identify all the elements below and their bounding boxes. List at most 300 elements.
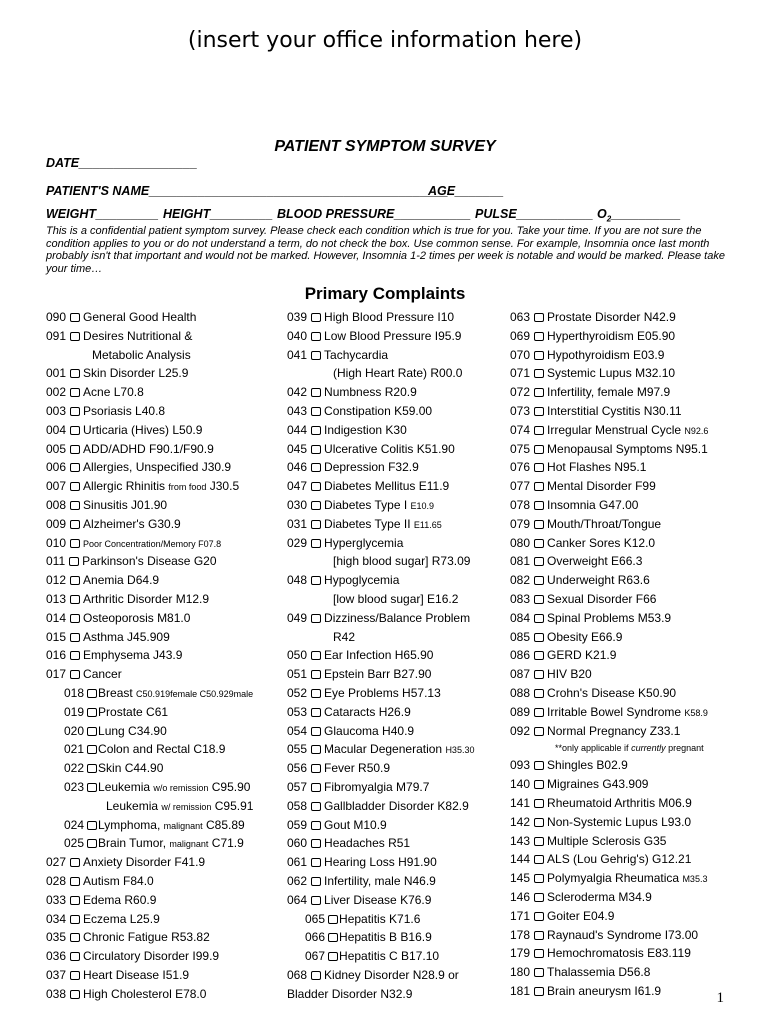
symptom-number: 060: [287, 836, 308, 851]
symptom-label: Edema R60.9: [83, 892, 157, 907]
symptom-checkbox[interactable]: [534, 968, 544, 977]
symptom-number: 020: [64, 723, 85, 738]
symptom-number: 146: [510, 889, 531, 904]
symptom-checkbox[interactable]: [70, 614, 80, 623]
symptom-checkbox[interactable]: [311, 745, 321, 754]
symptom-checkbox[interactable]: [311, 482, 321, 491]
symptom-row[interactable]: [46, 816, 253, 835]
symptom-checkbox[interactable]: [311, 727, 321, 736]
symptom-row[interactable]: [46, 609, 253, 628]
symptom-checkbox[interactable]: [70, 990, 80, 999]
symptom-row[interactable]: [287, 327, 474, 346]
symptom-row[interactable]: [287, 816, 474, 835]
symptom-number: 010: [46, 535, 67, 550]
symptom-row[interactable]: [287, 515, 474, 534]
symptom-number: 014: [46, 610, 67, 625]
symptom-number: 180: [510, 965, 531, 980]
symptom-row[interactable]: [287, 571, 474, 590]
symptom-row[interactable]: [510, 926, 708, 945]
symptom-row[interactable]: [46, 910, 253, 929]
symptom-row[interactable]: [46, 458, 253, 477]
symptom-row[interactable]: [46, 891, 253, 910]
symptom-row[interactable]: [510, 684, 708, 703]
symptom-row[interactable]: [46, 571, 253, 590]
height-field[interactable]: HEIGHT_________: [163, 207, 273, 221]
symptom-row[interactable]: [510, 703, 708, 722]
symptom-row[interactable]: [287, 346, 474, 365]
symptom-row[interactable]: [46, 740, 253, 759]
symptom-checkbox[interactable]: [534, 727, 544, 736]
symptom-label: (High Heart Rate) R00.0: [333, 366, 463, 381]
symptom-row[interactable]: [287, 910, 474, 929]
symptom-row[interactable]: [510, 590, 708, 609]
symptom-row[interactable]: [510, 515, 708, 534]
symptom-checkbox[interactable]: [311, 839, 321, 848]
symptom-number: 057: [287, 779, 308, 794]
symptom-code: C85.89: [202, 817, 245, 832]
symptom-row[interactable]: [46, 722, 253, 741]
symptom-label: HIV B20: [547, 667, 592, 682]
symptom-number: 011: [46, 554, 66, 569]
symptom-row[interactable]: [287, 928, 474, 947]
symptom-row[interactable]: [510, 552, 708, 571]
symptom-checkbox[interactable]: [69, 557, 79, 566]
patient-name-field[interactable]: PATIENT'S NAME___________________________________________: [46, 184, 449, 198]
symptom-row[interactable]: [287, 778, 474, 797]
symptom-checkbox[interactable]: [87, 745, 97, 754]
symptom-checkbox[interactable]: [70, 463, 80, 472]
symptom-checkbox[interactable]: [70, 313, 80, 322]
symptom-row[interactable]: [510, 775, 708, 794]
symptom-row[interactable]: [510, 832, 708, 851]
symptom-row-continuation: [287, 628, 474, 647]
symptom-checkbox[interactable]: [311, 651, 321, 660]
symptom-checkbox[interactable]: [70, 633, 80, 642]
symptom-checkbox[interactable]: [328, 933, 338, 942]
symptom-row[interactable]: [287, 891, 474, 910]
symptom-row[interactable]: [287, 872, 474, 891]
symptom-number: 036: [46, 949, 67, 964]
symptom-label: Diabetes Type II: [324, 516, 414, 531]
symptom-checkbox[interactable]: [534, 651, 544, 660]
symptom-row[interactable]: [287, 797, 474, 816]
symptom-row[interactable]: [46, 440, 253, 459]
symptom-row[interactable]: [510, 963, 708, 982]
symptom-checkbox[interactable]: [534, 987, 544, 996]
symptom-label: Lymphoma,: [98, 817, 164, 832]
symptom-checkbox[interactable]: [311, 971, 321, 980]
office-information-placeholder: (insert your office information here): [187, 28, 583, 53]
symptom-checkbox[interactable]: [534, 332, 544, 341]
symptom-row[interactable]: [46, 308, 253, 327]
symptom-checkbox[interactable]: [534, 482, 544, 491]
symptom-number: 085: [510, 629, 531, 644]
symptom-row[interactable]: [46, 684, 253, 703]
symptom-number: 179: [510, 946, 531, 961]
symptom-checkbox[interactable]: [534, 313, 544, 322]
symptom-row[interactable]: [287, 609, 474, 628]
symptom-checkbox[interactable]: [311, 426, 321, 435]
symptom-checkbox[interactable]: [70, 407, 80, 416]
symptom-checkbox[interactable]: [534, 761, 544, 770]
symptom-number: 037: [46, 967, 67, 982]
symptom-checkbox[interactable]: [534, 780, 544, 789]
symptom-checkbox[interactable]: [311, 351, 321, 360]
symptom-checkbox[interactable]: [311, 783, 321, 792]
note-text: **only applicable if: [555, 743, 632, 754]
symptom-checkbox[interactable]: [311, 576, 321, 585]
symptom-row[interactable]: [46, 947, 253, 966]
symptom-number: 021: [64, 742, 85, 757]
symptom-row[interactable]: [287, 740, 474, 759]
symptom-row[interactable]: [510, 869, 708, 888]
page-number: 1: [716, 990, 724, 1006]
symptom-label: R42: [333, 629, 356, 644]
symptom-row[interactable]: [46, 928, 253, 947]
symptom-row[interactable]: [510, 888, 708, 907]
symptom-row[interactable]: [287, 646, 474, 665]
symptom-row[interactable]: [287, 853, 474, 872]
symptom-number: 040: [287, 328, 308, 343]
symptom-row[interactable]: [510, 982, 708, 1001]
symptom-checkbox[interactable]: [534, 369, 544, 378]
symptom-checkbox[interactable]: [311, 463, 321, 472]
symptom-row[interactable]: [510, 421, 708, 440]
date-field[interactable]: DATE_________________: [46, 156, 198, 170]
symptom-checkbox[interactable]: [311, 445, 321, 454]
symptom-row[interactable]: [46, 534, 253, 553]
symptom-code: C71.9: [208, 836, 244, 851]
symptom-number: 089: [510, 704, 531, 719]
symptom-label: Eczema L25.9: [83, 911, 160, 926]
symptom-row[interactable]: [510, 364, 708, 383]
symptom-row[interactable]: [510, 308, 708, 327]
symptom-label: Spinal Problems M53.9: [547, 610, 672, 625]
symptom-code: C95.91: [211, 798, 254, 813]
symptom-number: 059: [287, 817, 308, 832]
symptom-row[interactable]: [510, 327, 708, 346]
symptom-code: C95.90: [208, 779, 251, 794]
symptom-number: 087: [510, 667, 531, 682]
symptom-checkbox[interactable]: [534, 557, 544, 566]
symptom-row[interactable]: [287, 665, 474, 684]
symptom-number: 065: [305, 911, 326, 926]
o2-subscript: 2: [606, 214, 612, 224]
symptom-checkbox[interactable]: [311, 313, 321, 322]
symptom-number: 090: [46, 310, 67, 324]
symptom-label: Skin C44.90: [98, 761, 164, 776]
symptom-row[interactable]: [287, 440, 474, 459]
symptom-number: 016: [46, 648, 67, 663]
symptom-label: Leukemia: [106, 798, 162, 813]
symptom-row[interactable]: [510, 402, 708, 421]
symptom-checkbox[interactable]: [70, 877, 80, 886]
symptom-row[interactable]: [287, 308, 474, 327]
symptom-checkbox[interactable]: [534, 351, 544, 360]
symptom-row[interactable]: [46, 477, 253, 496]
symptom-checkbox[interactable]: [534, 912, 544, 921]
symptom-label: [high blood sugar] R73.09: [333, 554, 471, 569]
symptom-number: 178: [510, 927, 531, 942]
symptom-checkbox[interactable]: [534, 874, 544, 883]
symptom-row[interactable]: [287, 684, 474, 703]
symptom-number: 141: [510, 795, 531, 810]
symptom-checkbox[interactable]: [70, 952, 80, 961]
symptom-row[interactable]: [287, 458, 474, 477]
symptom-checkbox[interactable]: [311, 764, 321, 773]
symptom-checkbox[interactable]: [311, 896, 321, 905]
symptom-checkbox[interactable]: [311, 407, 321, 416]
symptom-row[interactable]: [287, 534, 474, 553]
symptom-qualifier: malignant: [163, 820, 203, 831]
symptom-checkbox[interactable]: [328, 915, 338, 924]
symptom-label: [low blood sugar] E16.2: [333, 591, 459, 606]
symptom-number: 027: [46, 855, 67, 870]
symptom-label: Hyperglycemia: [324, 535, 404, 550]
symptom-row[interactable]: [46, 552, 253, 571]
symptom-row[interactable]: [510, 646, 708, 665]
symptom-row[interactable]: [46, 646, 253, 665]
symptom-row[interactable]: [510, 628, 708, 647]
symptom-row[interactable]: [46, 872, 253, 891]
symptom-row[interactable]: [510, 571, 708, 590]
age-field[interactable]: AGE_______: [428, 184, 504, 198]
symptom-checkbox[interactable]: [534, 799, 544, 808]
symptom-checkbox[interactable]: [534, 818, 544, 827]
symptom-checkbox[interactable]: [534, 463, 544, 472]
symptom-number: 006: [46, 460, 67, 475]
symptom-label: Cataracts H26.9: [324, 704, 411, 719]
symptom-row[interactable]: [46, 985, 253, 1004]
symptom-checkbox[interactable]: [534, 855, 544, 864]
symptom-number: 083: [510, 591, 531, 606]
symptom-qualifier: Poor Concentration/Memory F07.8: [83, 538, 222, 549]
symptom-checkbox[interactable]: [311, 332, 321, 341]
symptom-row[interactable]: [46, 703, 253, 722]
symptom-checkbox[interactable]: [70, 595, 80, 604]
symptom-checkbox[interactable]: [534, 520, 544, 529]
symptom-checkbox[interactable]: [311, 858, 321, 867]
symptom-checkbox[interactable]: [311, 520, 321, 529]
symptom-checkbox[interactable]: [311, 501, 321, 510]
symptom-row[interactable]: [510, 534, 708, 553]
symptom-checkbox[interactable]: [70, 915, 80, 924]
symptom-checkbox[interactable]: [70, 482, 80, 491]
symptom-label: Depression F32.9: [324, 460, 419, 475]
symptom-row[interactable]: [510, 346, 708, 365]
symptom-row[interactable]: [46, 778, 253, 797]
symptom-checkbox[interactable]: [70, 933, 80, 942]
pulse-field[interactable]: PULSE___________: [475, 207, 594, 221]
symptom-row[interactable]: [510, 383, 708, 402]
symptom-number: 045: [287, 441, 308, 456]
symptom-row[interactable]: [287, 966, 474, 985]
symptom-row[interactable]: [510, 440, 708, 459]
symptom-row[interactable]: [46, 759, 253, 778]
symptom-row[interactable]: [46, 496, 253, 515]
symptom-checkbox[interactable]: [87, 783, 97, 792]
symptom-checkbox[interactable]: [70, 369, 80, 378]
symptom-row[interactable]: [287, 947, 474, 966]
symptom-label: ALS (Lou Gehrig's) G12.21: [547, 852, 692, 867]
symptom-checkbox[interactable]: [87, 727, 97, 736]
symptom-checkbox[interactable]: [311, 539, 321, 548]
symptom-row[interactable]: [46, 515, 253, 534]
symptom-checkbox[interactable]: [311, 802, 321, 811]
symptom-row[interactable]: [46, 834, 253, 853]
symptom-row[interactable]: [510, 665, 708, 684]
symptom-row[interactable]: [46, 402, 253, 421]
symptom-row[interactable]: [510, 944, 708, 963]
symptom-checkbox[interactable]: [311, 670, 321, 679]
symptom-label: Migraines G43.909: [547, 777, 649, 792]
symptom-checkbox[interactable]: [311, 708, 321, 717]
symptom-row[interactable]: [287, 477, 474, 496]
symptom-checkbox[interactable]: [534, 426, 544, 435]
pregnancy-note: [510, 740, 708, 756]
symptom-checkbox[interactable]: [87, 821, 97, 830]
symptom-number: 017: [46, 667, 67, 682]
symptom-row[interactable]: [287, 496, 474, 515]
symptom-number: 046: [287, 460, 308, 475]
symptom-checkbox[interactable]: [534, 539, 544, 548]
symptom-number: 062: [287, 873, 308, 888]
symptom-number: 064: [287, 892, 308, 907]
symptom-checkbox[interactable]: [70, 426, 80, 435]
symptom-number: 091: [46, 328, 67, 343]
symptom-checkbox[interactable]: [70, 332, 80, 341]
symptom-row[interactable]: [287, 834, 474, 853]
symptom-number: 005: [46, 441, 67, 456]
symptom-label: Sinusitis J01.90: [83, 497, 168, 512]
symptom-checkbox[interactable]: [70, 896, 80, 905]
symptom-label: Obesity E66.9: [547, 629, 623, 644]
symptom-label: Hemochromatosis E83.119: [547, 946, 691, 961]
symptom-checkbox[interactable]: [311, 821, 321, 830]
symptom-checkbox[interactable]: [534, 407, 544, 416]
symptom-label: Prostate C61: [98, 704, 169, 719]
symptom-label: Anxiety Disorder F41.9: [83, 855, 206, 870]
symptom-checkbox[interactable]: [70, 971, 80, 980]
symptom-checkbox[interactable]: [534, 708, 544, 717]
symptom-row[interactable]: [46, 966, 253, 985]
symptom-row[interactable]: [46, 665, 253, 684]
symptom-row[interactable]: [510, 907, 708, 926]
symptom-row[interactable]: [510, 477, 708, 496]
symptom-checkbox[interactable]: [534, 949, 544, 958]
symptom-number: 088: [510, 685, 531, 700]
symptom-checkbox[interactable]: [534, 501, 544, 510]
symptom-label: Hypothyroidism E03.9: [547, 347, 665, 362]
symptom-checkbox[interactable]: [534, 837, 544, 846]
symptom-checkbox[interactable]: [311, 388, 321, 397]
symptom-checkbox[interactable]: [534, 445, 544, 454]
symptom-checkbox[interactable]: [534, 931, 544, 940]
symptom-checkbox[interactable]: [87, 689, 97, 698]
symptom-checkbox[interactable]: [534, 614, 544, 623]
symptom-checkbox[interactable]: [311, 614, 321, 623]
symptom-row[interactable]: [510, 813, 708, 832]
weight-field[interactable]: WEIGHT_________: [46, 207, 159, 221]
symptom-label: Hearing Loss H91.90: [324, 855, 437, 870]
symptom-row[interactable]: [46, 383, 253, 402]
symptom-row[interactable]: [46, 628, 253, 647]
symptom-row[interactable]: [287, 383, 474, 402]
symptom-label: Thalassemia D56.8: [547, 965, 651, 980]
symptom-label: Osteoporosis M81.0: [83, 610, 191, 625]
symptom-row[interactable]: [287, 402, 474, 421]
symptom-row[interactable]: [287, 759, 474, 778]
o2-field[interactable]: [597, 207, 681, 224]
symptom-checkbox[interactable]: [70, 670, 80, 679]
symptom-checkbox[interactable]: [311, 877, 321, 886]
symptom-checkbox[interactable]: [70, 501, 80, 510]
blood-pressure-field[interactable]: BLOOD PRESSURE___________: [277, 207, 471, 221]
symptom-checkbox[interactable]: [70, 576, 80, 585]
symptom-checkbox[interactable]: [70, 445, 80, 454]
symptom-row[interactable]: [46, 364, 253, 383]
symptom-checkbox[interactable]: [87, 708, 97, 717]
symptom-checkbox[interactable]: [70, 388, 80, 397]
symptom-number: 075: [510, 441, 531, 456]
symptom-label: Gallbladder Disorder K82.9: [324, 798, 469, 813]
symptom-number: 013: [46, 591, 67, 606]
symptom-checkbox[interactable]: [70, 539, 80, 548]
symptom-number: 074: [510, 422, 531, 437]
symptom-row[interactable]: [46, 327, 253, 346]
symptom-row[interactable]: [46, 853, 253, 872]
symptom-row[interactable]: [510, 458, 708, 477]
symptom-checkbox[interactable]: [534, 670, 544, 679]
symptom-number: 003: [46, 403, 67, 418]
symptom-checkbox[interactable]: [87, 764, 97, 773]
symptom-row[interactable]: [287, 703, 474, 722]
symptom-checkbox[interactable]: [534, 689, 544, 698]
symptom-label: Goiter E04.9: [547, 908, 615, 923]
symptom-qualifier: E11.65: [413, 519, 442, 530]
symptom-row[interactable]: [510, 496, 708, 515]
symptom-row[interactable]: [510, 794, 708, 813]
symptom-row[interactable]: [46, 421, 253, 440]
symptom-label: Underweight R63.6: [547, 573, 650, 588]
symptom-checkbox[interactable]: [328, 952, 338, 961]
symptom-label: Irritable Bowel Syndrome: [547, 704, 685, 719]
symptom-row[interactable]: [46, 590, 253, 609]
symptom-label: Menopausal Symptoms N95.1: [547, 441, 708, 456]
symptom-checkbox[interactable]: [534, 576, 544, 585]
complaints-column-3: [510, 308, 708, 1001]
symptom-number: 030: [287, 497, 308, 512]
symptom-checkbox[interactable]: [534, 893, 544, 902]
symptom-checkbox[interactable]: [87, 839, 97, 848]
symptom-checkbox[interactable]: [534, 633, 544, 642]
symptom-label: Non-Systemic Lupus L93.0: [547, 814, 692, 829]
symptom-checkbox[interactable]: [534, 595, 544, 604]
symptom-label: Asthma J45.909: [83, 629, 170, 644]
symptom-checkbox[interactable]: [534, 388, 544, 397]
symptom-checkbox[interactable]: [70, 520, 80, 529]
symptom-row[interactable]: [287, 421, 474, 440]
symptom-checkbox[interactable]: [311, 689, 321, 698]
symptom-row[interactable]: [510, 850, 708, 869]
symptom-row[interactable]: [510, 722, 708, 741]
symptom-label: Hepatitis C B17.10: [339, 949, 440, 964]
symptom-row[interactable]: [510, 756, 708, 775]
symptom-checkbox[interactable]: [70, 858, 80, 867]
symptom-row[interactable]: [510, 609, 708, 628]
symptom-checkbox[interactable]: [70, 651, 80, 660]
symptom-row[interactable]: [287, 722, 474, 741]
